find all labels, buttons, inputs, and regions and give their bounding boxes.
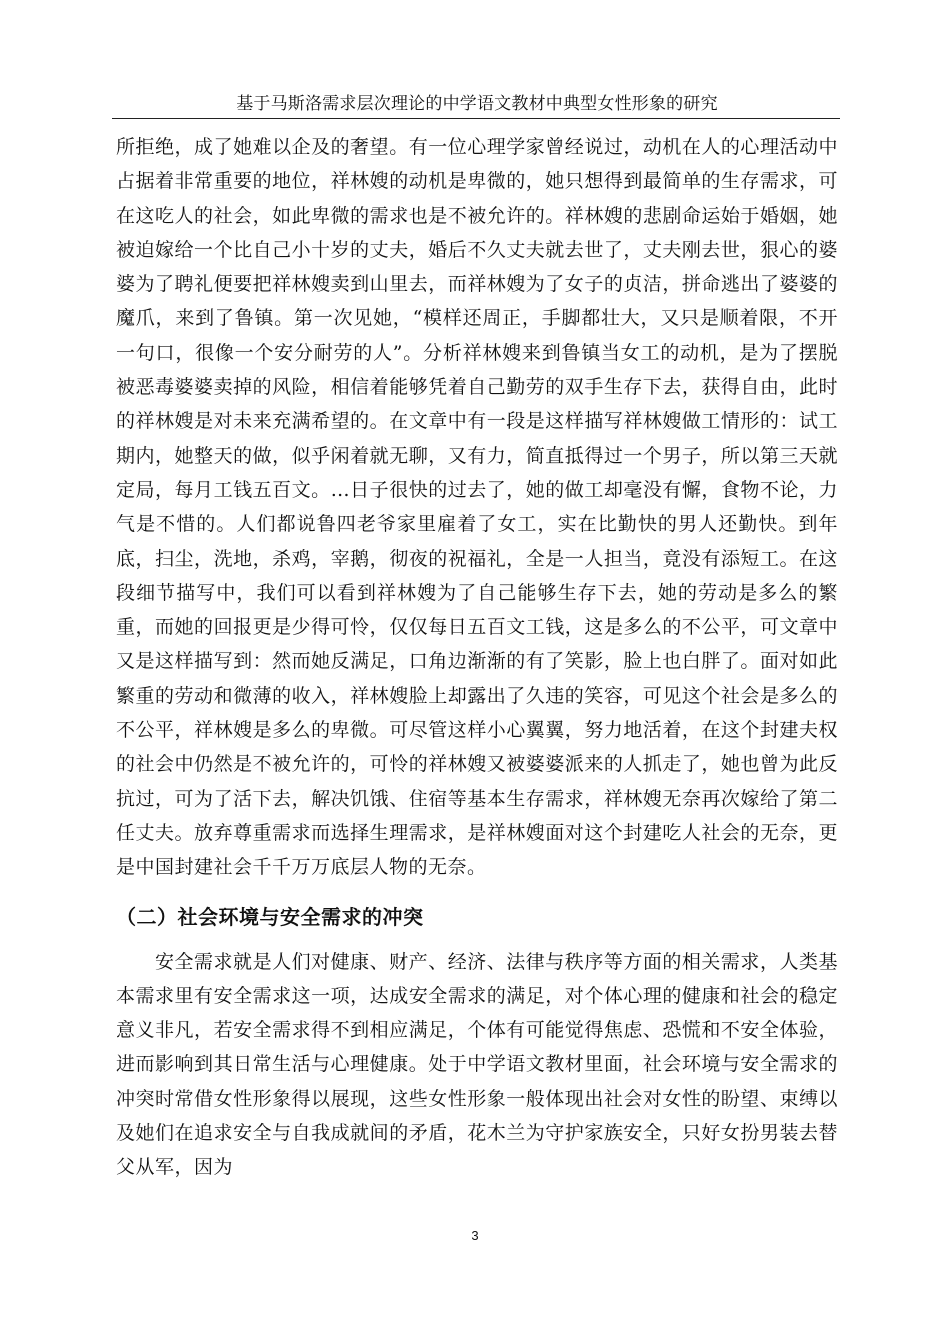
paragraph: 所拒绝，成了她难以企及的奢望。有一位心理学家曾经说过，动机在人的心理活动中占据着非常重要的地位，祥林嫂的动机是卑微的，她只想得到最简单的生存需求，可在这吃人的社会，如此卑微的需求也是不被允许的。祥林嫂的悲剧命运始于婚姻，她被迫嫁给一个比自己小十岁的丈夫，婚后不久丈夫就去世了，丈夫刚去世，狠心的婆婆为了聘礼便要把祥林嫂卖到山里去，而祥林嫂为了女子的贞洁，拼命逃出了婆婆的魔爪，来到了鲁镇。第一次见她，“模样还周正，手脚都壮大，又只是顺着限，不开一句口，很像一个安分耐劳的人”。分析祥林嫂来到鲁镇当女工的动机，是为了摆脱被恶毒婆婆卖掉的风险，相信着能够凭着自己勤劳的双手生存下去，获得自由，此时的祥林嫂是对未来充满希望的。在文章中有一段是这样描写祥林嫂做工情形的：试工期内，她整天的做，似乎闲着就无聊，又有力，简直抵得过一个男子，所以第三天就定局，每月工钱五百文。…日子很快的过去了，她的做工却毫没有懈，食物不论，力气是不惜的。人们都说鲁四老爷家里雇着了女工，实在比勤快的男人还勤快。到年底，扫尘，洗地，杀鸡，宰鹅，彻夜的祝福礼，全是一人担当，竟没有添短工。在这段细节描写中，我们可以看到祥林嫂为了自己能够生存下去，她的劳动是多么的繁重，而她的回报更是少得可怜，仅仅每日五百文工钱，这是多么的不公平，可文章中又是这样描写到：然而她反满足，口角边渐渐的有了笑影，脸上也白胖了。面对如此繁重的劳动和微薄的收入，祥林嫂脸上却露出了久违的笑容，可见这个社会是多么的不公平，祥林嫂是多么的卑微。可尽管这样小心翼翼，努力地活着，在这个封建夫权的社会中仍然是不被允许的，可怜的祥林嫂又被婆婆派来的人抓走了，她也曾为此反抗过，可为了活下去，解决饥饿、住宿等基本生存需求，祥林嫂无奈再次嫁给了第二任丈夫。放弃尊重需求而选择生理需求，是祥林嫂面对这个封建吃人社会的无奈，更是中国封建社会千千万万底层人物的无奈。 (116, 136, 838, 879)
paragraph: 安全需求就是人们对健康、财产、经济、法律与秩序等方面的相关需求，人类基本需求里有安全需求这一项，达成安全需求的满足，对个体心理的健康和社会的稳定意义非凡，若安全需求得不到相应满足，个体有可能觉得焦虑、恐慌和不安全体验，进而影响到其日常生活与心理健康。处于中学语文教材里面，社会环境与安全需求的冲突时常借女性形象得以展现，这些女性形象一般体现出社会对女性的盼望、束缚以及她们在追求安全与自我成就间的矛盾，花木兰为守护家族安全，只好女扮男装去替父从军，因为 (116, 950, 838, 1179)
running-header: 基于马斯洛需求层次理论的中学语文教材中典型女性形象的研究 (236, 94, 718, 114)
body-text (116, 130, 838, 1185)
section-heading: （二）社会环境与安全需求的冲突 (116, 904, 424, 929)
header-divider (112, 118, 840, 119)
page-number: 3 (471, 1228, 479, 1243)
